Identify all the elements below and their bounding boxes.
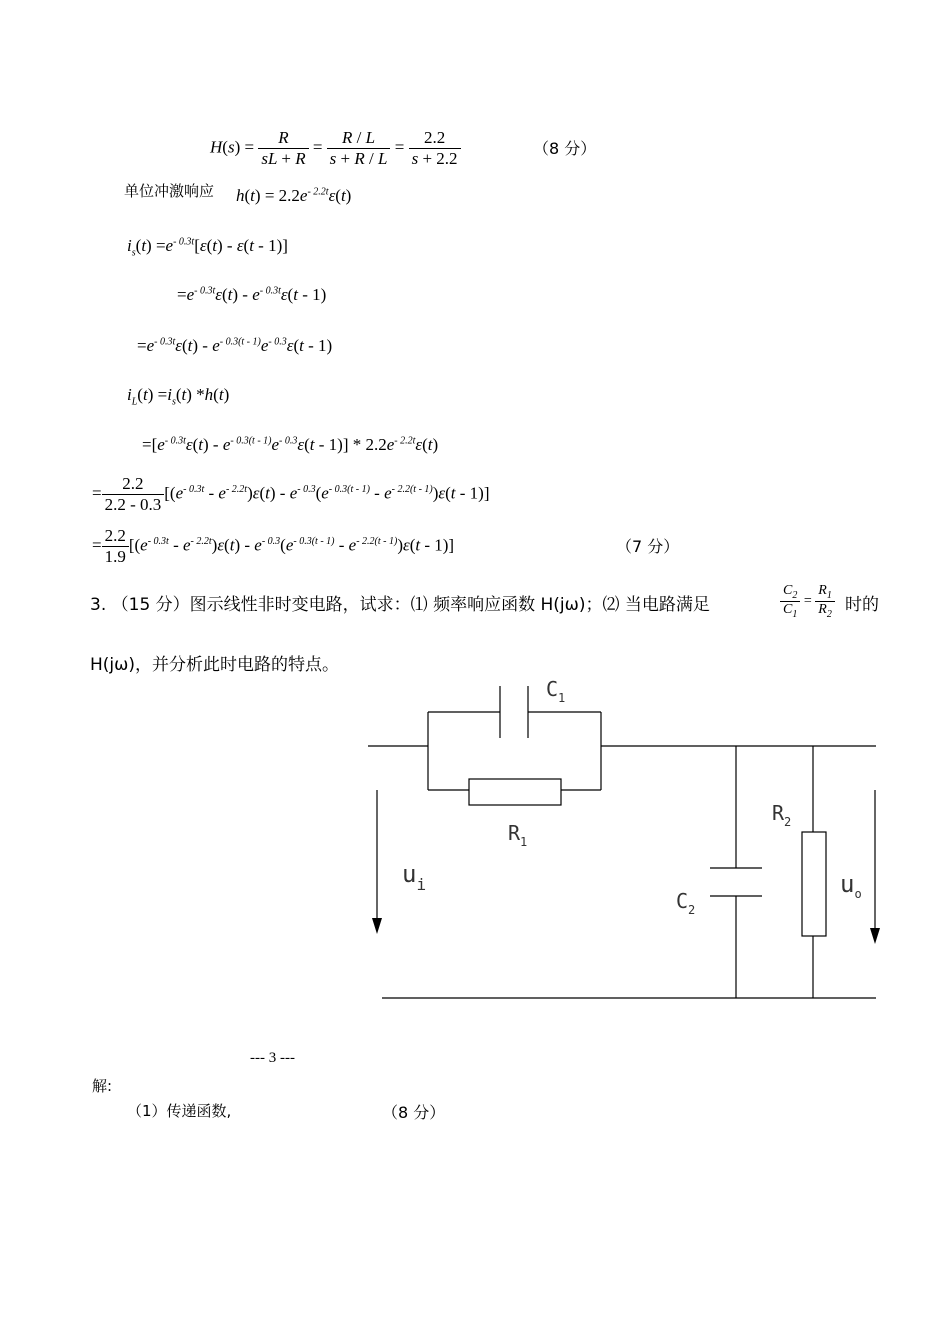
formula-il-2: $=[e^{- 0.3t}\varepsilon(t) - e^{- 0.3(t - 1)}e^{- 0.3}\varepsilon(t - 1)] * 2.2e^{- 2.2t}\varepsilon(t)$	[142, 435, 439, 454]
formula-il-1: $i_L(t) =i_s(t)$ *h(t)	[127, 385, 230, 408]
formula-is-3: $=e^{- 0.3t}\varepsilon(t) - e^{- 0.3(t - 1)}e^{- 0.3}\varepsilon(t - 1)$	[137, 336, 333, 355]
formula-il-4: = $\frac{2.2}{1.9}$ $[(e^{- 0.3t} - e^{- 2.2t})\varepsilon(t) - e^{- 0.3}(e^{- 0.3(t - 1)} - e^{- 2.2(t - 1)})\varepsilon(t - 1)]$	[92, 526, 455, 566]
question-text-b: 时的	[845, 595, 879, 615]
formula-il-3: = $\frac{2.2}{2.2 - 0.3}$ $[(e^{- 0.3t} - e^{- 2.2t})\varepsilon(t) - e^{- 0.3}(e^{- 0.3(t - 1)} - e^{- 2.2(t - 1)})\varepsilon(t - 1)]$	[92, 474, 490, 514]
question-text-a: （15 分）图示线性非时变电路，试求：⑴ 频率响应函数 H(jω)；⑵ 当电路满足	[111, 595, 710, 615]
question-line-2: H(jω)，并分析此时电路的特点。	[90, 655, 340, 675]
label-r2: $R_2$	[772, 801, 792, 829]
formula-hs: H(s) = $\frac{R}{sL + R}$ = $\frac{R / L}{s + R / L}$ = $\frac{2.2}{s + 2.2}$	[210, 128, 461, 169]
solution-step-1-score: （8 分）	[382, 1103, 446, 1122]
page-number: --- 3 ---	[250, 1050, 295, 1066]
score-il: （7 分）	[616, 537, 680, 556]
question-condition: $\frac{C_2}{C_1}$ = $\frac{R_1}{R_2}$	[780, 583, 835, 620]
impulse-label: 单位冲激响应	[124, 182, 215, 200]
label-c2: $C_2$	[676, 889, 696, 917]
ui-arrow-icon	[372, 918, 382, 934]
label-ui: $u_i$	[402, 860, 427, 894]
score-hs: （8 分）	[533, 139, 597, 158]
solution-step-1: （1）传递函数,	[127, 1102, 232, 1120]
label-c1: $C_1$	[546, 677, 566, 705]
formula-is-2: $=e^{- 0.3t}\varepsilon(t) - e^{- 0.3t}\varepsilon(t - 1)$	[177, 285, 327, 304]
uo-arrow-icon	[870, 928, 880, 944]
formula-ht: $h(t) = 2.2e^{- 2.2t}\varepsilon(t)$	[236, 186, 352, 205]
label-r1: $R_1$	[508, 821, 528, 849]
question-number: 3.	[90, 595, 107, 615]
formula-is-1: $i_s(t) =e^{- 0.3t}[\varepsilon(t) - \varepsilon(t - 1)]$	[127, 236, 288, 259]
label-uo: $u_o$	[840, 870, 862, 901]
solution-label: 解:	[92, 1077, 113, 1095]
